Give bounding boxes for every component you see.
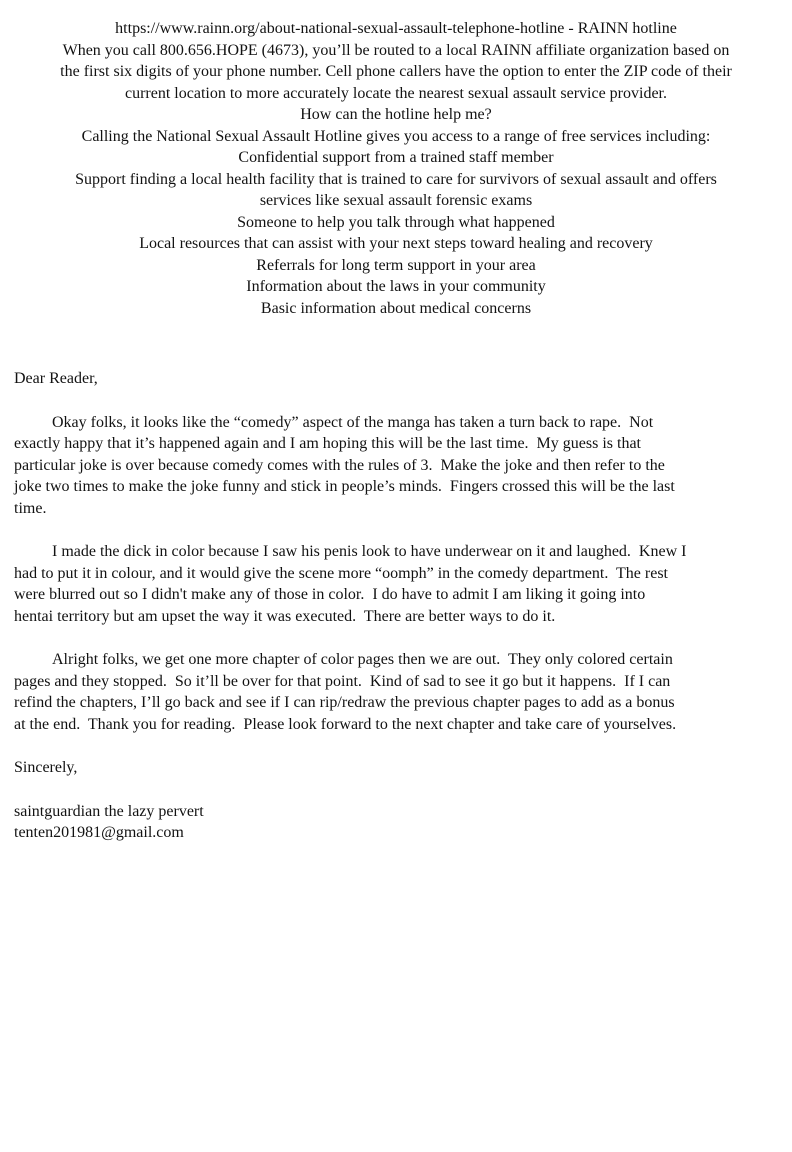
salutation: Dear Reader, xyxy=(14,370,98,387)
signature-block xyxy=(14,801,778,844)
paragraph-line: Alright folks, we get one more chapter of color pages then we are out. They only colored certain xyxy=(52,651,673,668)
paragraph-line: hentai territory but am upset the way it was executed. There are better ways to do it. xyxy=(14,607,556,625)
hotline-info-line: How can the hotline help me? xyxy=(300,106,492,123)
paragraph-line: Okay folks, it looks like the “comedy” aspect of the manga has taken a turn back to rape. Not xyxy=(52,413,654,431)
hotline-info-line: https://www.rainn.org/about-national-sexual-assault-telephone-hotline - RAINN hotline xyxy=(115,20,677,37)
paragraph-line: particular joke is over because comedy comes with the rules of 3. Make the joke and then refer to the xyxy=(14,456,665,474)
hotline-info-line: When you call 800.656.HOPE (4673), you’ll be routed to a local RAINN affiliate organization based on xyxy=(62,41,730,59)
hotline-info-line: Calling the National Sexual Assault Hotline gives you access to a range of free services including: xyxy=(81,127,711,145)
letter-paragraph-2 xyxy=(14,541,778,627)
paragraph-line: refind the chapters, I’ll go back and see if I can rip/redraw the previous chapter pages to add as a bonus xyxy=(14,694,675,711)
paragraph-line: were blurred out so I didn't make any of those in color. I do have to admit I am liking it going into xyxy=(14,586,646,603)
paragraph-line: at the end. Thank you for reading. Please look forward to the next chapter and take care of yourselves. xyxy=(14,715,677,733)
paragraph-line: joke two times to make the joke funny and stick in people’s minds. Fingers crossed this will be the last xyxy=(14,478,675,495)
paragraph-line: exactly happy that it’s happened again and I am hoping this will be the last time. My guess is that xyxy=(14,435,641,452)
hotline-info-line: current location to more accurately locate the nearest sexual assault service provider. xyxy=(125,84,667,102)
hotline-info-line: Someone to help you talk through what happened xyxy=(237,213,555,231)
hotline-info-line: Support finding a local health facility that is trained to care for survivors of sexual assault and offers xyxy=(75,170,717,188)
closing: Sincerely, xyxy=(14,759,78,776)
letter-paragraph-3 xyxy=(14,649,778,735)
signature-line: tenten201981@gmail.com xyxy=(14,824,184,841)
hotline-info-line: Basic information about medical concerns xyxy=(260,299,532,317)
hotline-info-line: the first six digits of your phone number. Cell phone callers have the option to enter the ZIP code of their xyxy=(60,63,732,80)
hotline-info-line: services like sexual assault forensic exams xyxy=(259,192,533,209)
paragraph-line: time. xyxy=(14,499,47,517)
hotline-info-line: Confidential support from a trained staff member xyxy=(238,149,554,166)
paragraph-line: pages and they stopped. So it’ll be over for that point. Kind of sad to see it go but it happens. If I can xyxy=(14,672,671,690)
hotline-info-line: Information about the laws in your community xyxy=(246,278,546,295)
paragraph-line: I made the dick in color because I saw his penis look to have underwear on it and laughed. Knew I xyxy=(52,543,687,560)
paragraph-line: had to put it in colour, and it would give the scene more “oomph” in the comedy department. The rest xyxy=(14,564,668,582)
closing-block xyxy=(14,757,778,779)
signature-line: saintguardian the lazy pervert xyxy=(14,802,204,820)
hotline-info-line: Referrals for long term support in your area xyxy=(256,256,536,274)
hotline-info-block xyxy=(14,18,778,319)
letter-paragraph-1 xyxy=(14,412,778,520)
letter-body xyxy=(14,368,778,844)
hotline-info-line: Local resources that can assist with your next steps toward healing and recovery xyxy=(139,235,653,252)
